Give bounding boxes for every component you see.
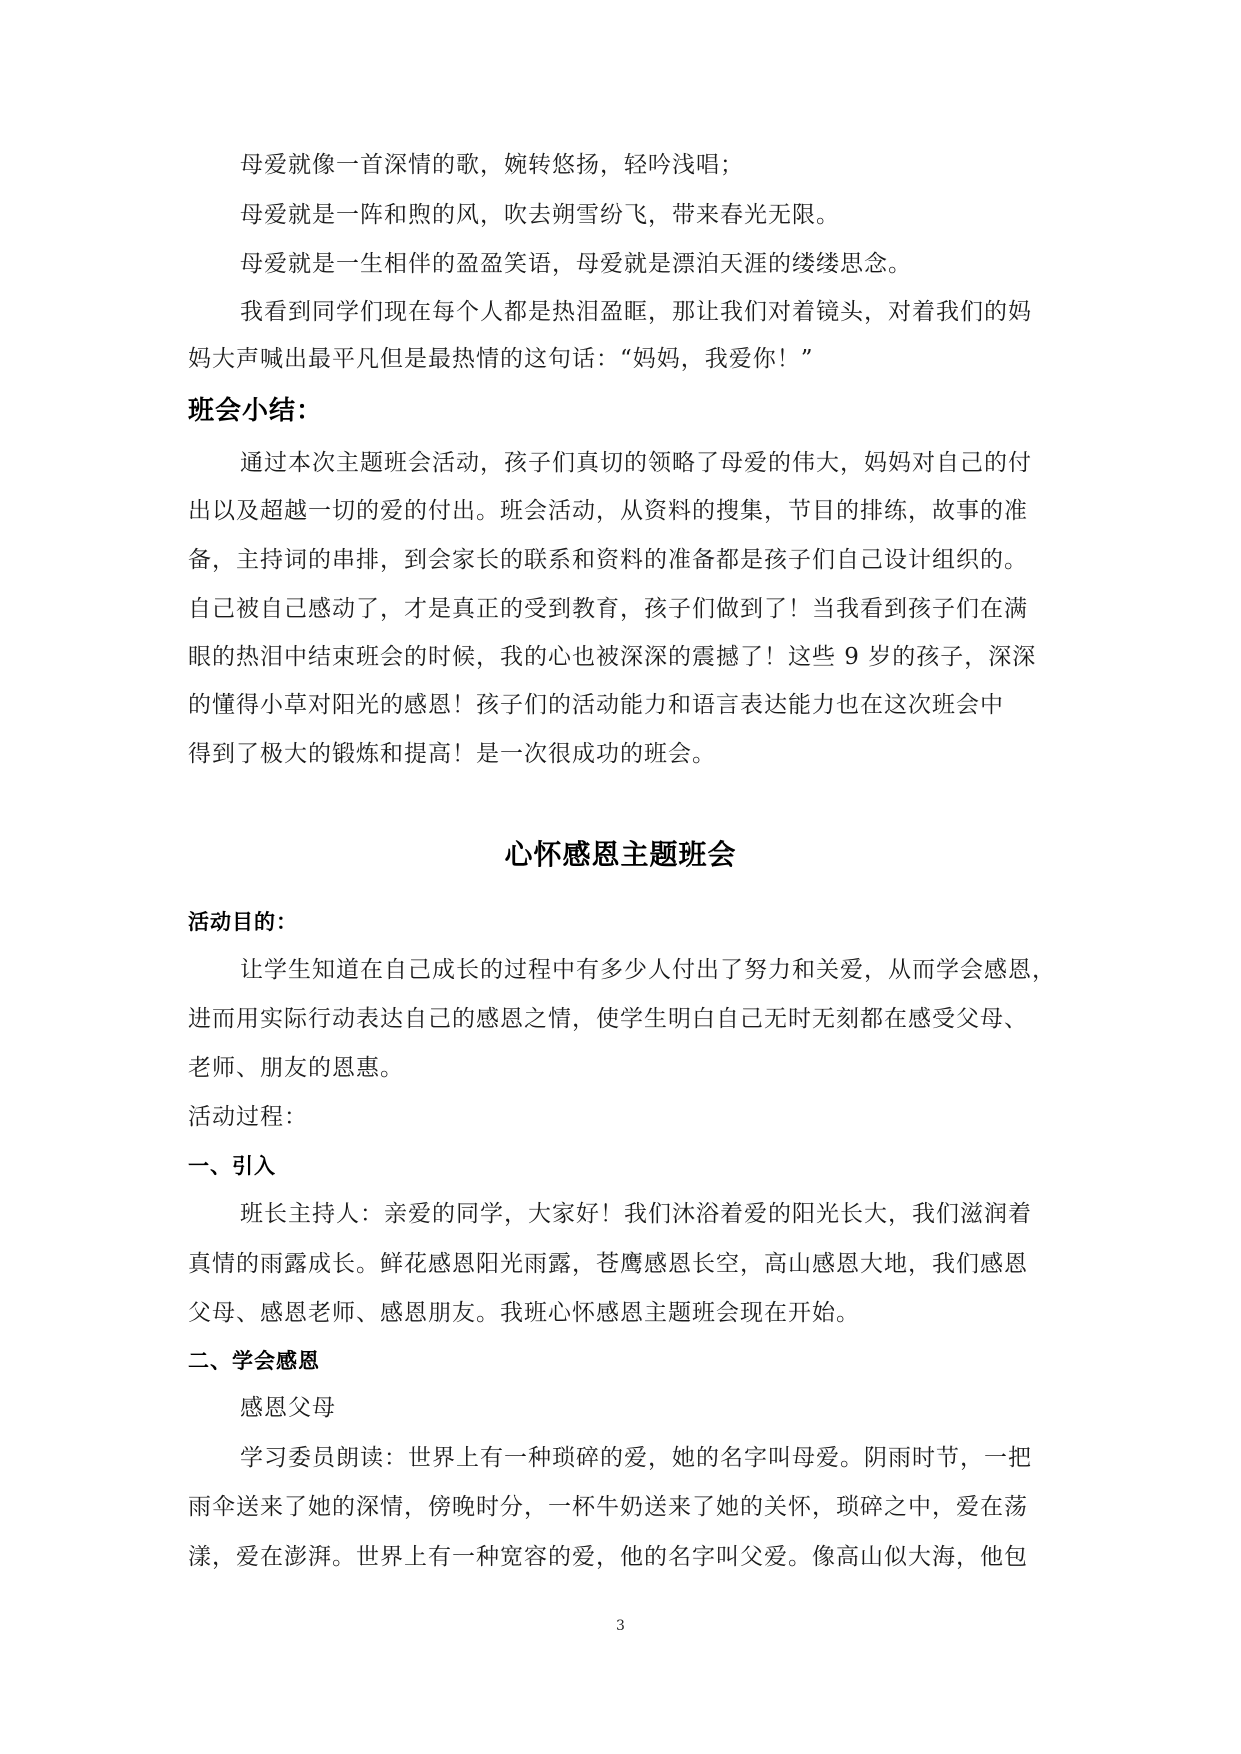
page-number: 3: [616, 1618, 625, 1634]
paragraph-line: 让学生知道在自己成长的过程中有多少人付出了努力和关爱，从而学会感恩，: [240, 957, 1056, 983]
paragraph-line: 我看到同学们现在每个人都是热泪盈眶，那让我们对着镜头，对着我们的妈: [240, 299, 1032, 325]
paragraph-line: 妈大声喊出最平凡但是最热情的这句话：“妈妈，我爱你！”: [188, 346, 814, 372]
section-heading: 一、引入: [188, 1154, 276, 1178]
paragraph-line: 感恩父母: [240, 1395, 336, 1421]
paragraph-line: 进而用实际行动表达自己的感恩之情，使学生明白自己无时无刻都在感受父母、: [188, 1006, 1028, 1032]
paragraph-line: 母爱就像一首深情的歌，婉转悠扬，轻吟浅唱；: [240, 152, 744, 178]
paragraph-line: 学习委员朗读：世界上有一种琐碎的爱，她的名字叫母爱。阴雨时节，一把: [240, 1445, 1032, 1471]
paragraph-line: 漾，爱在澎湃。世界上有一种宽容的爱，他的名字叫父爱。像高山似大海，他包: [188, 1544, 1028, 1570]
section-heading: 二、学会感恩: [188, 1349, 320, 1373]
paragraph-line: 母爱就是一生相伴的盈盈笑语，母爱就是漂泊天涯的缕缕思念。: [240, 251, 912, 277]
paragraph-line: 雨伞送来了她的深情，傍晚时分，一杯牛奶送来了她的关怀，琐碎之中，爱在荡: [188, 1494, 1028, 1520]
paragraph-line: 班长主持人：亲爱的同学，大家好！我们沐浴着爱的阳光长大，我们滋润着: [240, 1201, 1032, 1227]
paragraph-line: 眼的热泪中结束班会的时候，我的心也被深深的震撼了！这些 9 岁的孩子，深深: [188, 644, 1037, 670]
paragraph-line: 母爱就是一阵和煦的风，吹去朔雪纷飞，带来春光无限。: [240, 202, 840, 228]
paragraph-line: 老师、朋友的恩惠。: [188, 1055, 404, 1081]
section-heading: 活动目的：: [188, 910, 298, 934]
paragraph-line: 自己被自己感动了，才是真正的受到教育，孩子们做到了！当我看到孩子们在满: [188, 596, 1028, 622]
document-title: 心怀感恩主题班会: [504, 838, 737, 871]
section-heading: 班会小结：: [188, 396, 324, 426]
paragraph-line: 出以及超越一切的爱的付出。班会活动，从资料的搜集，节目的排练，故事的准: [188, 498, 1028, 524]
paragraph-line: 活动过程：: [188, 1104, 308, 1130]
paragraph-line: 通过本次主题班会活动，孩子们真切的领略了母爱的伟大，妈妈对自己的付: [240, 450, 1032, 476]
paragraph-line: 得到了极大的锻炼和提高！是一次很成功的班会。: [188, 741, 716, 767]
paragraph-line: 真情的雨露成长。鲜花感恩阳光雨露，苍鹰感恩长空，高山感恩大地，我们感恩: [188, 1251, 1028, 1277]
paragraph-line: 的懂得小草对阳光的感恩！孩子们的活动能力和语言表达能力也在这次班会中: [188, 692, 1004, 718]
paragraph-line: 备，主持词的串排，到会家长的联系和资料的准备都是孩子们自己设计组织的。: [188, 547, 1028, 573]
paragraph-line: 父母、感恩老师、感恩朋友。我班心怀感恩主题班会现在开始。: [188, 1300, 860, 1326]
